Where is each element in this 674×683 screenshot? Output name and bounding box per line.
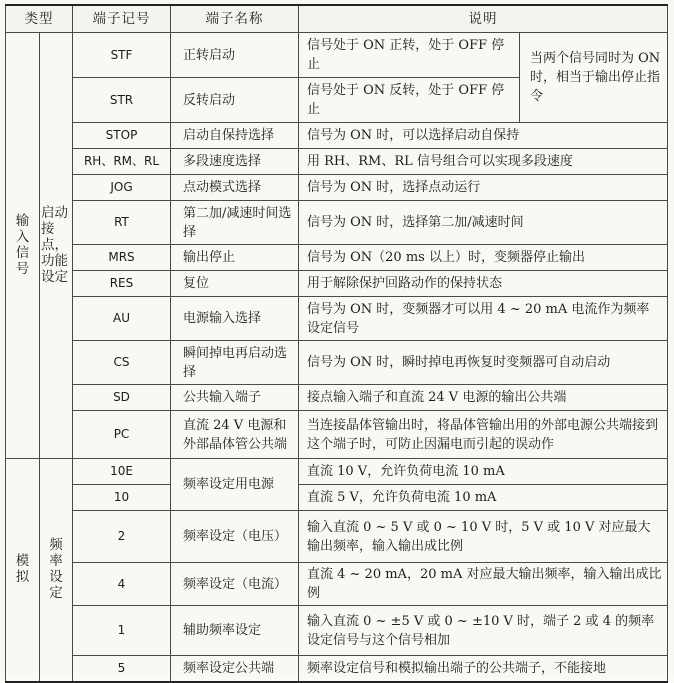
table-row: [6, 271, 668, 297]
table-row: [6, 33, 668, 78]
terminal-name: 输出停止: [171, 245, 299, 271]
terminal-code: RES: [73, 271, 171, 297]
terminal-description: 信号为 ON 时，变频器才可以用 4 ~ 20 mA 电流作为频率设定信号: [299, 297, 668, 341]
terminal-code: SD: [73, 385, 171, 411]
table-row: [6, 606, 668, 656]
terminal-name: 直流 24 V 电源和外部晶体管公共端: [171, 411, 299, 459]
terminal-code: RT: [73, 201, 171, 245]
terminal-code: PC: [73, 411, 171, 459]
terminal-description: 输入直流 0 ~ ±5 V 或 0 ~ ±10 V 时，端子 2 或 4 的频率设定信号与这个信号相加: [299, 606, 668, 656]
table-row: [6, 485, 668, 511]
terminal-description: 信号为 ON 时，选择第二加/减速时间: [299, 201, 668, 245]
terminal-name: 多段速度选择: [171, 149, 299, 175]
terminal-code: JOG: [73, 175, 171, 201]
terminal-code: STOP: [73, 123, 171, 149]
terminal-code: 5: [73, 656, 171, 682]
terminal-name: 频率设定（电流）: [171, 563, 299, 606]
terminal-description: 直流 10 V，允许负荷电流 10 mA: [299, 459, 668, 485]
terminal-code: 4: [73, 563, 171, 606]
terminal-name: 瞬间掉电再启动选择: [171, 341, 299, 385]
table-row: [6, 563, 668, 606]
terminal-name: 正转启动: [171, 33, 299, 78]
table-row: [6, 459, 668, 485]
terminal-description: 信号处于 ON 反转，处于 OFF 停止: [299, 78, 520, 123]
terminal-name: 复位: [171, 271, 299, 297]
terminal-name: 辅助频率设定: [171, 606, 299, 656]
terminal-description: 信号为 ON 时，选择点动运行: [299, 175, 668, 201]
terminal-description: 信号为 ON 时，瞬时掉电再恢复时变频器可自动启动: [299, 341, 668, 385]
table-row: [6, 411, 668, 459]
terminal-code: RH、RM、RL: [73, 149, 171, 175]
terminal-code: 1: [73, 606, 171, 656]
terminal-code: MRS: [73, 245, 171, 271]
terminal-description: 频率设定信号和模拟输出端子的公共端子，不能接地: [299, 656, 668, 682]
table-row: [6, 175, 668, 201]
terminal-code: 10: [73, 485, 171, 511]
terminal-name: 公共输入端子: [171, 385, 299, 411]
terminal-table: [5, 4, 668, 683]
table-row: [6, 511, 668, 563]
table-row: [6, 149, 668, 175]
header-name: 端子名称: [171, 5, 299, 33]
terminal-description: 信号为 ON 时，可以选择启动自保持: [299, 123, 668, 149]
table-row: [6, 297, 668, 341]
group-start-contact: 启动接点，功能设定: [40, 33, 73, 459]
terminal-description: 信号处于 ON 正转，处于 OFF 停止: [299, 33, 520, 78]
terminal-description: 信号为 ON（20 ms 以上）时，变频器停止输出: [299, 245, 668, 271]
terminal-name: 第二加/减速时间选择: [171, 201, 299, 245]
terminal-name: 反转启动: [171, 78, 299, 123]
terminal-code: 2: [73, 511, 171, 563]
terminal-code: AU: [73, 297, 171, 341]
terminal-name: 频率设定公共端: [171, 656, 299, 682]
terminal-description: 直流 4 ~ 20 mA，20 mA 对应最大输出频率，输入输出成比例: [299, 563, 668, 606]
terminal-description: 直流 5 V，允许负荷电流 10 mA: [299, 485, 668, 511]
terminal-description: 当连接晶体管输出时，将晶体管输出用的外部电源公共端接到这个端子时，可防止因漏电而引起的误动作: [299, 411, 668, 459]
header-row: [6, 5, 668, 33]
terminal-name: 启动自保持选择: [171, 123, 299, 149]
terminal-code: STF: [73, 33, 171, 78]
terminal-name: 频率设定（电压）: [171, 511, 299, 563]
table-row: [6, 245, 668, 271]
table-row: [6, 341, 668, 385]
table-row: [6, 123, 668, 149]
group-analog: 模拟: [6, 459, 40, 682]
terminal-description: 用于解除保护回路动作的保持状态: [299, 271, 668, 297]
group-input-signal: 输入信号: [6, 33, 40, 459]
header-type: 类型: [6, 5, 73, 33]
terminal-description: 输入直流 0 ~ 5 V 或 0 ~ 10 V 时，5 V 或 10 V 对应最大输出频率，输入输出成比例: [299, 511, 668, 563]
terminal-name: 点动模式选择: [171, 175, 299, 201]
table-row: [6, 656, 668, 682]
common-note: 当两个信号同时为 ON 时，相当于输出停止指令: [520, 33, 668, 123]
terminal-description: 接点输入端子和直流 24 V 电源的输出公共端: [299, 385, 668, 411]
terminal-code: CS: [73, 341, 171, 385]
terminal-name: 电源输入选择: [171, 297, 299, 341]
header-terminal: 端子记号: [73, 5, 171, 33]
terminal-code: STR: [73, 78, 171, 123]
table-row: [6, 385, 668, 411]
table-row: [6, 201, 668, 245]
terminal-name: 频率设定用电源: [171, 459, 299, 511]
terminal-code: 10E: [73, 459, 171, 485]
terminal-description: 用 RH、RM、RL 信号组合可以实现多段速度: [299, 149, 668, 175]
header-description: 说明: [299, 5, 668, 33]
group-frequency-setting: 频率设定: [40, 459, 73, 682]
